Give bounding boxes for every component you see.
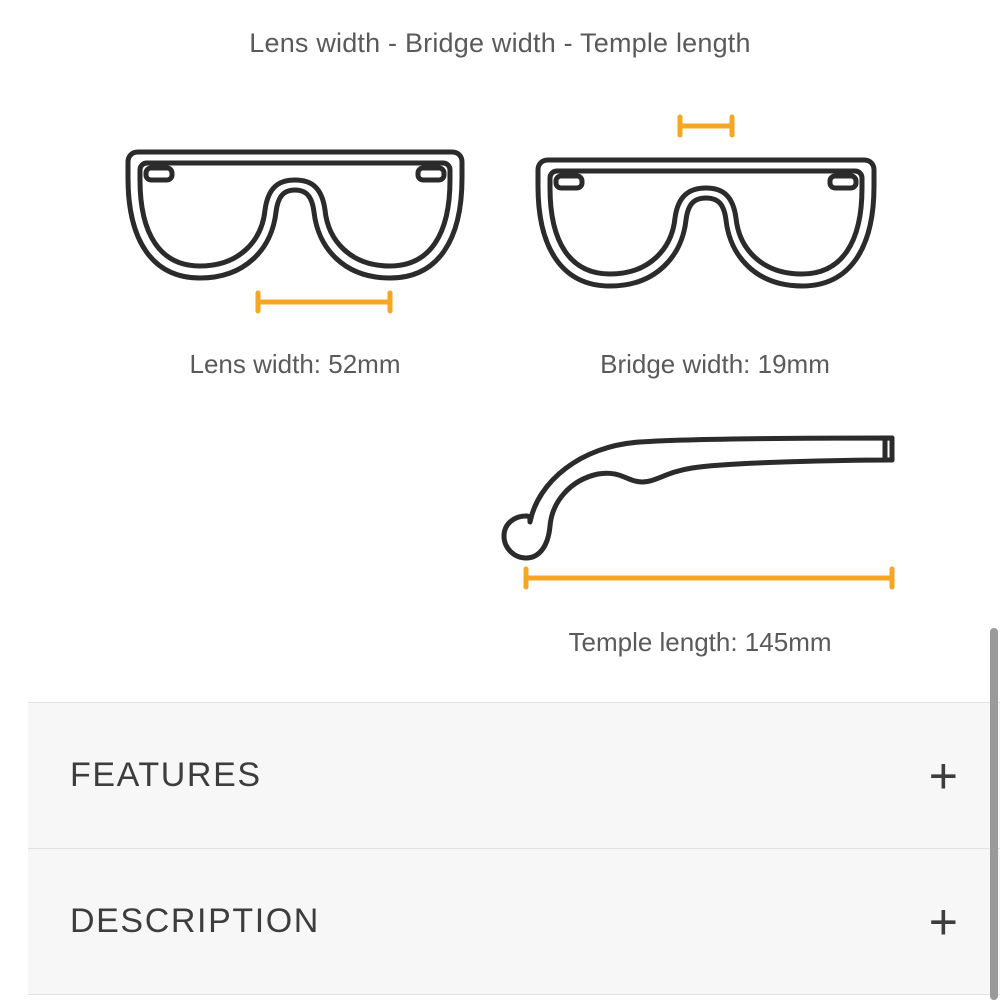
accordion-item-label: DESCRIPTION bbox=[70, 902, 320, 940]
lens-width-diagram bbox=[60, 100, 530, 380]
bridge-width-diagram bbox=[480, 100, 950, 380]
page-title: Lens width - Bridge width - Temple length bbox=[249, 28, 751, 58]
measure-bar-temple bbox=[526, 569, 892, 587]
accordion-item-features[interactable] bbox=[28, 703, 1000, 849]
plus-icon[interactable]: + bbox=[928, 747, 958, 804]
eyeglasses-front-icon bbox=[60, 100, 530, 330]
measurement-diagrams bbox=[0, 90, 1000, 670]
eyeglasses-temple-arm-icon bbox=[430, 430, 970, 610]
eyeglasses-front-icon bbox=[480, 100, 950, 330]
temple-length-caption: Temple length: 145mm bbox=[568, 627, 832, 657]
measure-bar-bridge bbox=[680, 117, 732, 135]
bridge-width-caption: Bridge width: 19mm bbox=[600, 349, 830, 379]
plus-icon[interactable]: + bbox=[928, 893, 958, 950]
measure-bar-lens bbox=[258, 293, 390, 311]
accordion-item-label: FEATURES bbox=[70, 756, 262, 794]
accordion-item-description[interactable] bbox=[28, 849, 1000, 995]
temple-length-diagram bbox=[430, 430, 970, 658]
scrollbar-thumb[interactable] bbox=[990, 628, 998, 1000]
vertical-scrollbar[interactable] bbox=[988, 0, 1000, 1000]
lens-width-caption: Lens width: 52mm bbox=[189, 349, 401, 379]
product-accordion bbox=[28, 702, 1000, 995]
